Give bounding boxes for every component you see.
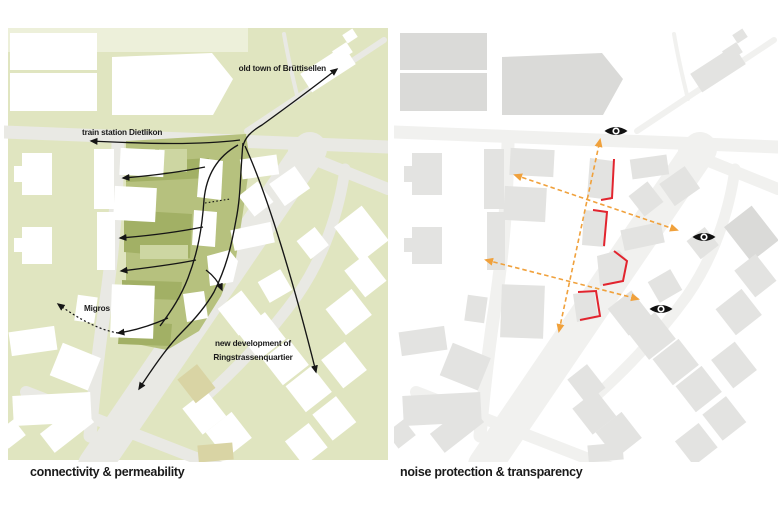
label-train-station: train station Dietlikon — [82, 128, 163, 137]
base-map-right — [390, 28, 779, 512]
label-migros: Migros — [84, 304, 110, 313]
noise-map — [390, 0, 780, 512]
base-map-left — [0, 28, 389, 512]
label-new-development-2: Ringstrassenquartier — [213, 353, 293, 362]
caption-noise: noise protection & transparency — [400, 465, 583, 479]
panel-noise — [390, 0, 780, 512]
caption-connectivity: connectivity & permeability — [30, 465, 185, 479]
label-old-town: old town of Brüttisellen — [238, 64, 326, 73]
label-new-development-1: new development of — [214, 339, 292, 348]
